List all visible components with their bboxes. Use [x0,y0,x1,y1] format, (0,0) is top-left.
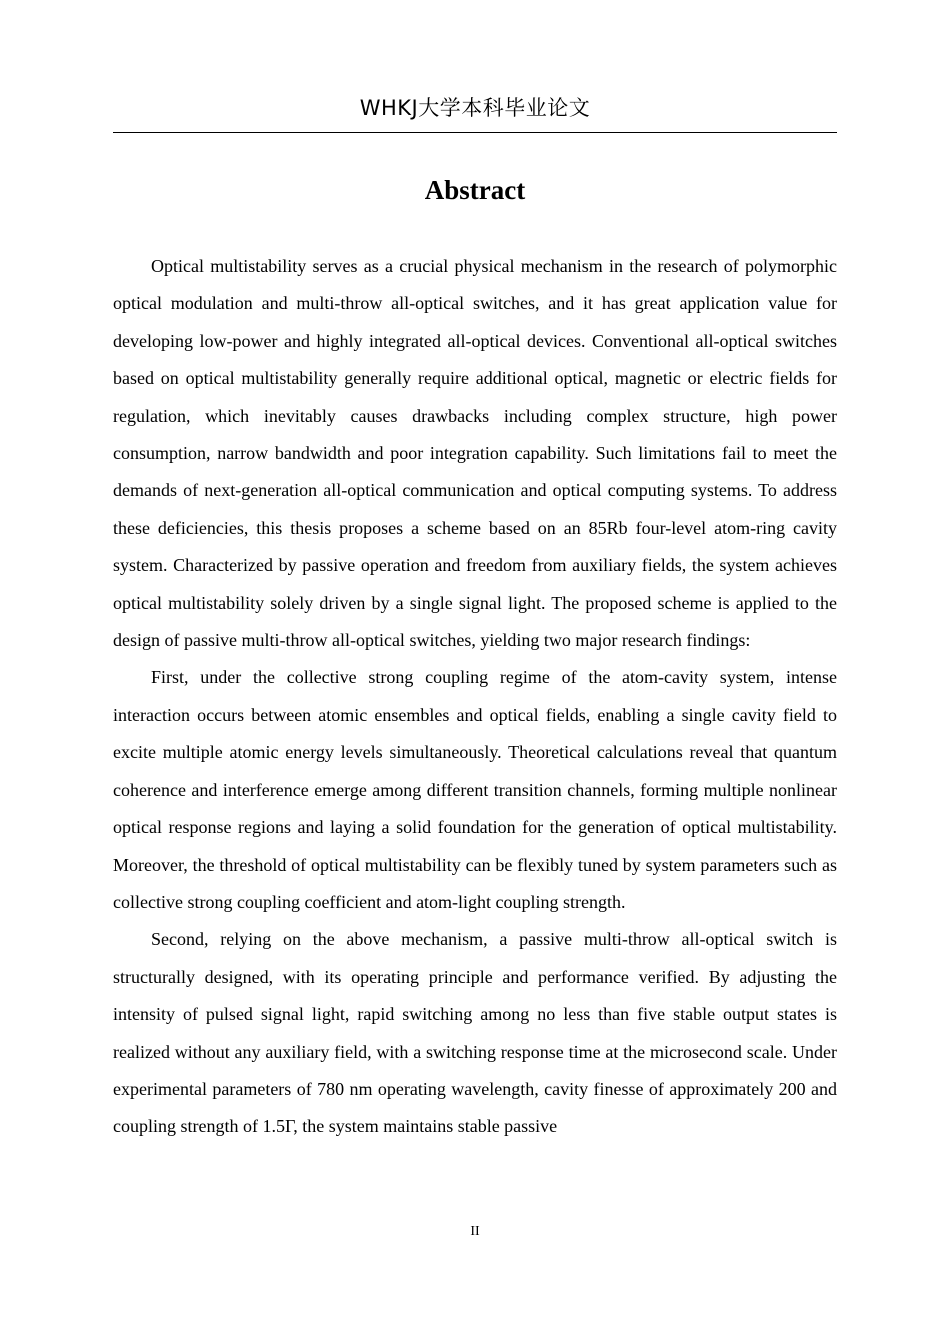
paragraph: Optical multistability serves as a crucial physical mechanism in the research of polymorphic optical modulation and multi-throw all-optical switches, and it has great application value for developing low-power and highly integrated all-optical devices. Conventional all-optical switches based on optical multistability generally require additional optical, magnetic or electric fields for regulation, which inevitably causes drawbacks including complex structure, high power consumption, narrow bandwidth and poor integration capability. Such limitations fail to meet the demands of next-generation all-optical communication and optical computing systems. To address these deficiencies, this thesis proposes a scheme based on an 85Rb four-level atom-ring cavity system. Characterized by passive operation and freedom from auxiliary fields, the system achieves optical multistability solely driven by a single signal light. The proposed scheme is applied to the design of passive multi-throw all-optical switches, yielding two major research findings: [113,256,837,651]
header-divider [113,132,837,133]
running-header: WHKJ大学本科毕业论文 [359,96,591,120]
page-number: II [470,1224,480,1239]
page-title: Abstract [424,175,526,205]
paragraph: First, under the collective strong coupling regime of the atom-cavity system, intense interaction occurs between atomic ensembles and optical fields, enabling a single cavity field to excite multiple atomic energy levels simultaneously. Theoretical calculations reveal that quantum coherence and interference emerge among different transition channels, forming multiple nonlinear optical response regions and laying a solid foundation for the generation of optical multistability. Moreover, the threshold of optical multistability can be flexibly tuned by system parameters such as collective strong coupling coefficient and atom-light coupling strength. [113,667,837,912]
abstract-body [113,248,837,1146]
paragraph: Second, relying on the above mechanism, a passive multi-throw all-optical switch is structurally designed, with its operating principle and performance verified. By adjusting the intensity of pulsed signal light, rapid switching among no less than five stable output states is realized without any auxiliary field, with a switching response time at the microsecond scale. Under experimental parameters of 780 nm operating wavelength, cavity finesse of approximately 200 and coupling strength of 1.5Γ, the system maintains stable passive [113,929,837,1137]
